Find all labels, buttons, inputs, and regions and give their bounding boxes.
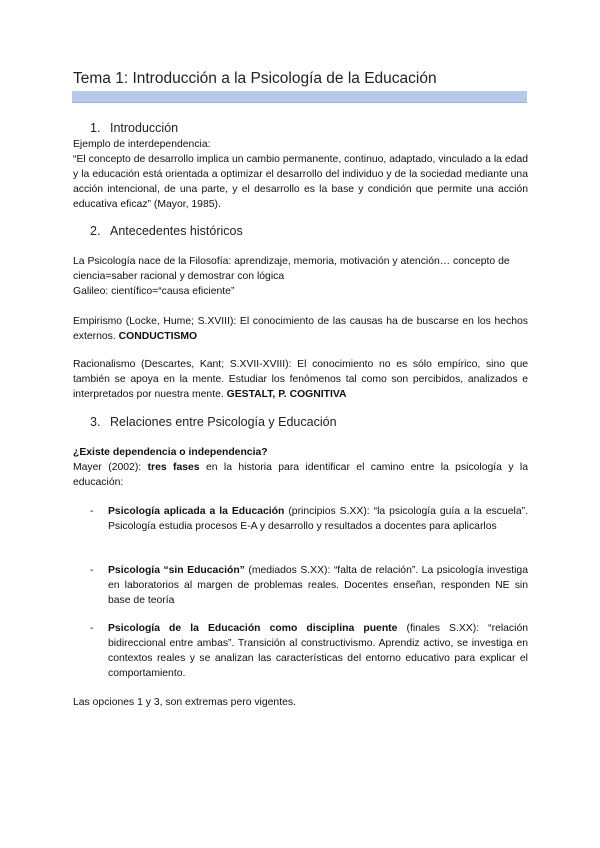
list-item-text: (mediados S.XX): “falta de relación”. La psicología investiga en laboratorios al margen de problemas reales. Docentes enseñan, responden NE sin base de teoría [108,565,528,606]
mayer-intro-text: Mayer (2002): [73,462,148,473]
gestalt-term: GESTALT, P. COGNITIVA [226,389,347,400]
document-title: Tema 1: Introducción a la Psicología de la Educación [73,70,437,87]
title-underline-bar [72,91,527,103]
list-item [90,621,528,681]
list-dash: - [90,623,94,634]
interdependence-label: Ejemplo de interdependencia: [73,139,211,150]
section-number: 1. [90,121,101,135]
list-item-text: (principios S.XX): “la psicología guía a la escuela”. Psicología estudia procesos E-A y desarrollo y resultados a docentes para aplicarlos [108,506,528,532]
galileo-text: Galileo: científico=“causa eficiente” [73,286,235,297]
dependence-question: ¿Existe dependencia o independencia? [73,447,268,458]
list-item-body [108,563,528,608]
list-dash: - [90,565,94,576]
list-item [90,504,528,534]
list-item-text: (finales S.XX): “relación bidireccional entre ambas”. Transición al constructivismo. Aprendiz activo, se investiga en contextos reales y se analizan las características del entorno educativo para explicar el comportamiento. [108,623,528,679]
section-number: 2. [90,224,101,238]
section-heading-relaciones [90,415,337,429]
mayer-intro [73,460,528,490]
filosofia-paragraph [73,254,528,299]
section-heading-introduccion [90,121,178,135]
section-heading-text: Introducción [110,121,179,135]
closing-paragraph: Las opciones 1 y 3, son extremas pero vigentes. [73,697,296,708]
conductismo-term: CONDUCTISMO [118,331,198,342]
list-item-term: Psicología de la Educación como disciplina puente [108,623,398,634]
mayor-quote: “El concepto de desarrollo implica un cambio permanente, continuo, adaptado, vinculado a la edad y la educación está orientada a optimizar el desarrollo del individuo y de la sociedad mediante una acción intencional, de una parte, y el desarrollo es la base y condición que permite una acción educativa eficaz” (Mayor, 1985). [73,154,528,210]
list-dash: - [90,506,94,517]
list-item-term: Psicología “sin Educación” [108,565,245,576]
racionalismo-paragraph [73,357,528,402]
section-heading-text: Antecedentes históricos [110,224,243,238]
mayer-intro-rest: en la historia para identificar el camino entre la psicología y la educación: [73,462,528,488]
section-number: 3. [90,415,101,429]
filosofia-text: La Psicología nace de la Filosofía: aprendizaje, memoria, motivación y atención… concepto de ciencia=saber racional y demostrar con lógica [73,256,510,282]
empirismo-paragraph [73,314,528,344]
section-heading-antecedentes [90,224,243,238]
tres-fases-term: tres fases [147,462,200,473]
list-item-term: Psicología aplicada a la Educación [108,506,285,517]
section-heading-text: Relaciones entre Psicología y Educación [110,415,337,429]
racionalismo-text: Racionalismo (Descartes, Kant; S.XVII-XVIII): El conocimiento no es sólo empírico, sino que también se apoya en la mente. Estudiar los fenómenos tal como son percibidos, analizados e interpretados por nuestra mente. [73,359,528,400]
list-item-body [108,504,528,534]
list-item-body [108,621,528,681]
empirismo-text: Empirismo (Locke, Hume; S.XVIII): El conocimiento de las causas ha de buscarse en los hechos externos. [73,316,528,342]
list-item [90,563,528,608]
